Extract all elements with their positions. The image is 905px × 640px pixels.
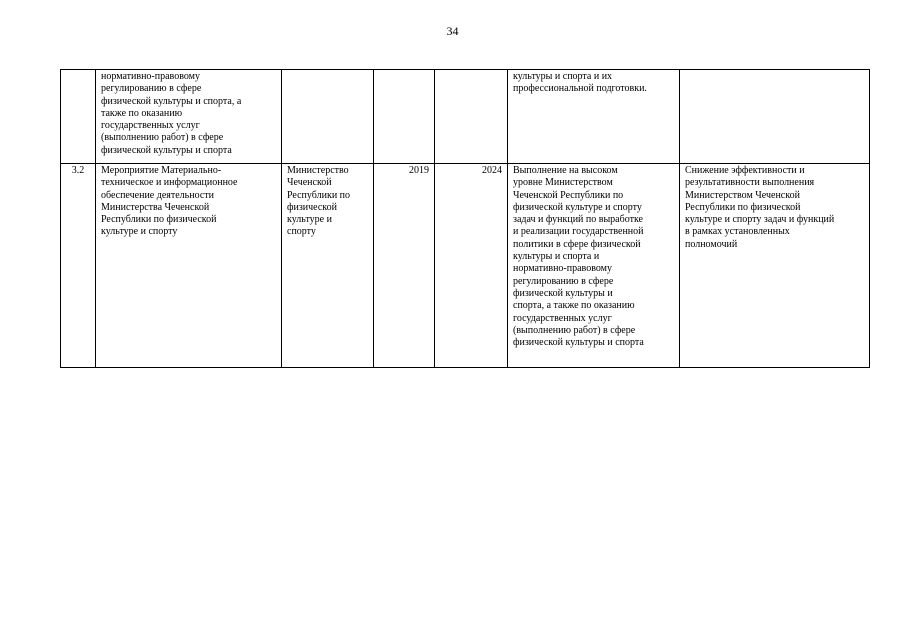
start-year-cell: 2019 <box>374 164 435 368</box>
event-cell: Мероприятие Материально- техническое и информационное обеспечение деятельности Министерства Чеченской Республики по физической культуре и спорту <box>96 164 282 368</box>
row-number-cell: 3.2 <box>61 164 96 368</box>
end-year-cell: 2024 <box>435 164 508 368</box>
table-row <box>61 164 870 368</box>
executor-cell: Министерство Чеченской Республики по физической культуре и спорту <box>282 164 374 368</box>
page-number: 34 <box>446 24 459 38</box>
expected-result-cell: Выполнение на высоком уровне Министерством Чеченской Республики по физической культуре и спорту задач и функций по выработке и реализации государственной политики в сфере физической культуры и спорта и нормативно-правовому регулированию в сфере физической культуры и спорта, а также по оказанию государственных услуг (выполнению работ) в сфере физической культуры и спорта <box>508 164 680 368</box>
table-row <box>61 70 870 164</box>
consequences-cell: Снижение эффективности и результативности выполнения Министерством Чеченской Республики по физической культуре и спорту задач и функций в рамках установленных полномочий <box>680 164 870 368</box>
row-number-cell <box>61 70 96 164</box>
start-year-cell <box>374 70 435 164</box>
program-events-table <box>60 69 870 368</box>
expected-result-cell: культуры и спорта и их профессиональной подготовки. <box>508 70 680 164</box>
consequences-cell <box>680 70 870 164</box>
executor-cell <box>282 70 374 164</box>
event-cell: нормативно-правовому регулированию в сфере физической культуры и спорта, а также по оказанию государственных услуг (выполнению работ) в сфере физической культуры и спорта <box>96 70 282 164</box>
end-year-cell <box>435 70 508 164</box>
